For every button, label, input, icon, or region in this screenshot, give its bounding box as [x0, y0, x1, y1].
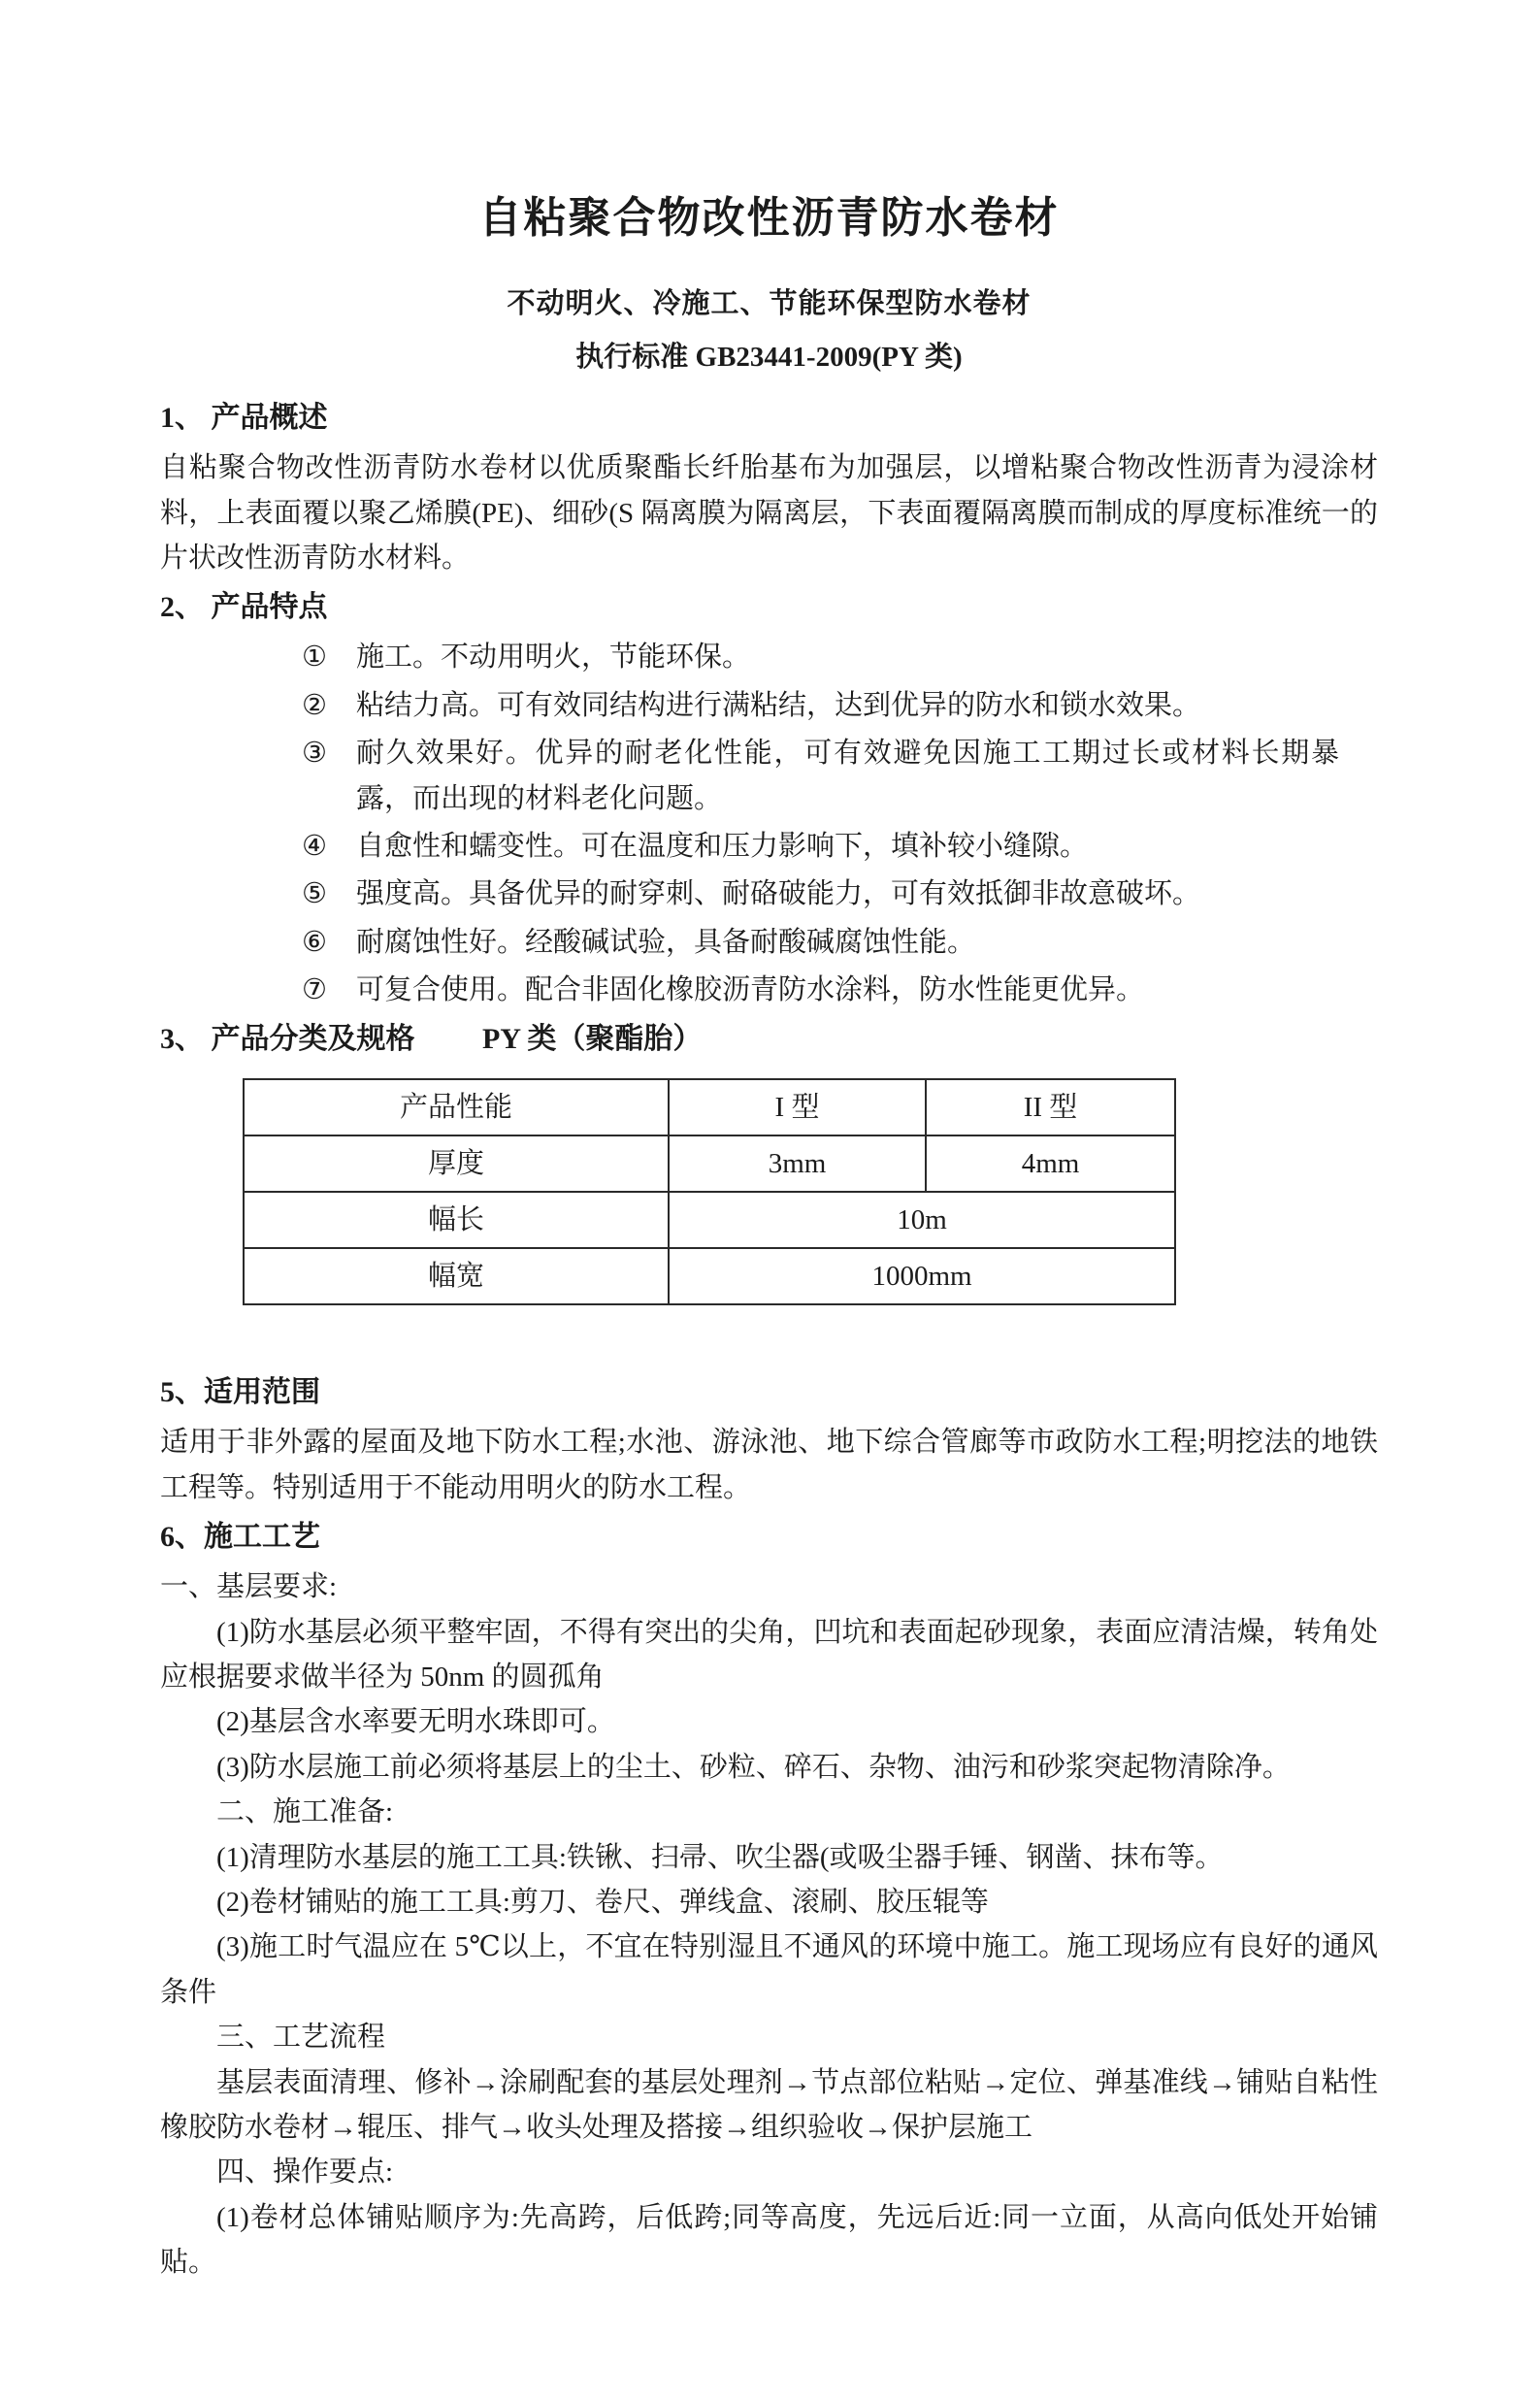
section-6-heading: 6、施工工艺	[160, 1521, 320, 1554]
spec-header-type1: I 型	[669, 1079, 926, 1135]
doc-subtitle: 不动明火、冷施工、节能环保型防水卷材	[507, 288, 1032, 320]
process-steps	[160, 1564, 1378, 2285]
feature-item	[302, 824, 1378, 869]
spec-width-value: 1000mm	[669, 1248, 1175, 1304]
feature-number: ⑦	[302, 974, 327, 1006]
feature-item	[302, 683, 1378, 728]
process-line: (3)防水层施工前必须将基层上的尘土、砂粒、碎石、杂物、油污和砂浆突起物清除净。	[216, 1751, 1291, 1783]
process-line: 三、工艺流程	[216, 2022, 386, 2054]
spec-table-row-length	[244, 1192, 1175, 1248]
process-line: 基层表面清理、修补→涂刷配套的基层处理剂→节点部位粘贴→定位、弹基准线→铺贴自粘性橡胶防水卷材→辊压、排气→收头处理及搭接→组织验收→保护层施工	[160, 2066, 1378, 2143]
process-line: 一、基层要求:	[160, 1571, 338, 1603]
section-1-body: 自粘聚合物改性沥青防水卷材以优质聚酯长纤胎基布为加强层，以增粘聚合物改性沥青为浸涂材料，上表面覆以聚乙烯膜(PE)、细砂(S 隔离膜为隔离层，下表面覆隔离膜而制成的厚度标准统一的片状改性沥青防水材料。	[160, 452, 1378, 574]
feature-text: 施工。不动用明火，节能环保。	[356, 642, 751, 674]
spec-table-row-thickness	[244, 1135, 1175, 1192]
spec-thickness-label: 厚度	[244, 1135, 669, 1192]
spec-table-row-width	[244, 1248, 1175, 1304]
spec-header-property: 产品性能	[244, 1079, 669, 1135]
process-line: (3)施工时气温应在 5℃以上，不宜在特别湿且不通风的环境中施工。施工现场应有良好的通风条件	[160, 1931, 1378, 2008]
feature-text: 耐腐蚀性好。经酸碱试验，具备耐酸碱腐蚀性能。	[356, 926, 976, 958]
section-2-heading: 2、 产品特点	[160, 591, 328, 624]
feature-item	[302, 872, 1378, 916]
section-5-body: 适用于非外露的屋面及地下防水工程;水池、游泳池、地下综合管廊等市政防水工程;明挖法的地铁工程等。特别适用于不能动用明火的防水工程。	[160, 1427, 1378, 1503]
process-line: 四、操作要点:	[216, 2156, 394, 2188]
spec-thickness-type1: 3mm	[669, 1135, 926, 1192]
feature-text: 粘结力高。可有效同结构进行满粘结，达到优异的防水和锁水效果。	[356, 689, 1201, 721]
feature-list	[160, 635, 1378, 1012]
spec-table	[243, 1078, 1176, 1305]
feature-number: ⑤	[302, 878, 327, 910]
feature-number: ④	[302, 830, 327, 862]
section-3-heading	[160, 1016, 1378, 1063]
process-line: 二、施工准备:	[216, 1796, 394, 1828]
spec-header-type2: II 型	[926, 1079, 1175, 1135]
feature-number: ⑥	[302, 926, 327, 958]
doc-standard: 执行标准 GB23441-2009(PY 类)	[575, 341, 963, 373]
feature-number: ①	[302, 642, 327, 674]
section-3-heading-main: 3、 产品分类及规格	[160, 1023, 415, 1056]
feature-text: 可复合使用。配合非固化橡胶沥青防水涂料，防水性能更优异。	[356, 974, 1145, 1006]
feature-text: 强度高。具备优异的耐穿刺、耐硌破能力，可有效抵御非故意破坏。	[356, 878, 1201, 910]
section-1-heading: 1、 产品概述	[160, 402, 328, 435]
feature-text: 耐久效果好。优异的耐老化性能，可有效避免因施工工期过长或材料长期暴露，而出现的材料老化问题。	[356, 738, 1339, 814]
process-line: (2)基层含水率要无明水珠即可。	[216, 1706, 615, 1738]
spec-length-value: 10m	[669, 1192, 1175, 1248]
feature-number: ②	[302, 689, 327, 721]
section-5-heading: 5、适用范围	[160, 1376, 320, 1409]
process-line: (1)清理防水基层的施工工具:铁锹、扫帚、吹尘器(或吸尘器手锤、钢凿、抹布等。	[216, 1841, 1224, 1873]
process-line: (1)防水基层必须平整牢固，不得有突出的尖角，凹坑和表面起砂现象，表面应清洁燥，转角处应根据要求做半径为 50nm 的圆孤角	[160, 1616, 1378, 1694]
feature-number: ③	[302, 738, 327, 770]
process-line: (2)卷材铺贴的施工工具:剪刀、卷尺、弹线盒、滚刷、胶压辊等	[216, 1886, 989, 1918]
feature-text: 自愈性和蠕变性。可在温度和压力影响下，填补较小缝隙。	[356, 830, 1089, 862]
spec-width-label: 幅宽	[244, 1248, 669, 1304]
feature-item	[302, 968, 1378, 1012]
feature-item	[302, 731, 1378, 821]
spec-thickness-type2: 4mm	[926, 1135, 1175, 1192]
process-line: (1)卷材总体铺贴顺序为:先高跨，后低跨;同等高度，先远后近:同一立面，从高向低处开始铺贴。	[160, 2201, 1378, 2279]
feature-item	[302, 920, 1378, 965]
spec-table-header-row	[244, 1079, 1175, 1135]
doc-title: 自粘聚合物改性沥青防水卷材	[478, 194, 1060, 242]
feature-item	[302, 635, 1378, 679]
spec-length-label: 幅长	[244, 1192, 669, 1248]
section-3-heading-suffix: PY 类（聚酯胎）	[482, 1023, 703, 1056]
